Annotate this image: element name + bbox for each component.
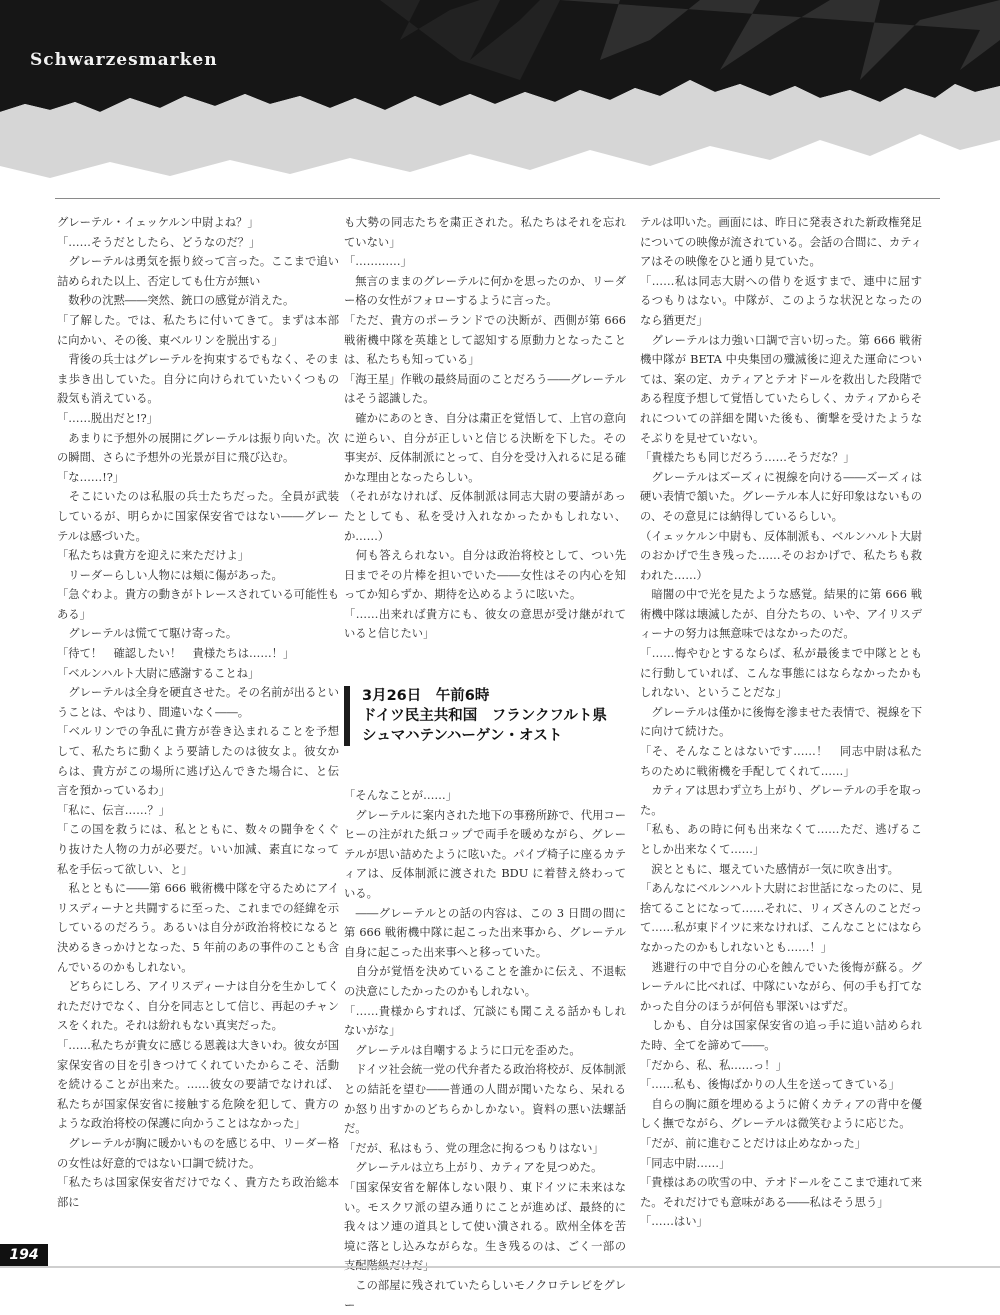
- scene-heading: [344, 686, 626, 746]
- column-2-text-lower: [344, 786, 626, 1315]
- text-column-1: [57, 213, 339, 1212]
- paragraph: 「海王星」作戦の最終局面のことだろう――グレーテルはそう認識した。: [344, 372, 626, 406]
- paragraph: 「私も、あの時に何も出来なくて……ただ、逃げることしか出来なくて……」: [640, 823, 922, 856]
- paragraph: 暗闇の中で光を見たような感覚。結果的に第 666 戦術機中隊は壊滅したが、自分たちの、いや、アイリスディーナの努力は無意味ではなかったのだ。: [640, 588, 922, 641]
- paragraph: ――グレーテルとの話の内容は、この 3 日間の間に第 666 戦術機中隊に起こった出来事から、グレーテル自身に起こった出来事へと移っていた。: [344, 906, 626, 959]
- scene-heading-place: ドイツ民主共和国 フランクフルト県: [362, 708, 607, 725]
- paragraph: グレーテルが胸に暖かいものを感じる中、リーダー格の女性は好意的ではない口調で続けた。: [57, 1136, 339, 1170]
- paragraph: 「国家保安省を解体しない限り、東ドイツに未来はない。モスクワ派の望み通りにことが進めば、最終的に我々はソ連の道具として使い潰される。欧州全体を苦境に落とし込みながらな。生き残るのは、ごく一部の: [344, 1180, 626, 1253]
- paragraph: 確かにあのとき、自分は粛正を覚悟して、上官の意向に逆らい、自分が正しいと信じる決断を下した。その事実が、反体制派にとって、自分を受け入れるに足る確かな理由となったらしい。: [344, 411, 626, 484]
- paragraph: も大勢の同志たちを粛正された。私たちはそれを忘れていない」: [344, 216, 626, 249]
- paragraph: この部屋に残されていたらしいモノクロテレビをグレー: [344, 1278, 626, 1312]
- paragraph: ドイツ社会統一党の代弁者たる政治将校が、反体制派との結託を望む――普通の人間が聞いたなら、呆れるか怒り出すかのどちらかしかない。資料の悪い法螺話だ。: [344, 1063, 626, 1136]
- paragraph: 「貴様たちも同じだろう……そうだな？」: [640, 451, 855, 465]
- paragraph: グレーテルは勇気を振り絞って言った。ここまで追い詰められた以上、否定しても仕方が無い: [57, 255, 339, 288]
- page-number: 194: [0, 1244, 48, 1266]
- paragraph: グレーテルはズーズィに視線を向ける――ズーズィは硬い表情で頷いた。グレーテル本人に好印象はないものの、その意見には納得しているらしい。: [640, 470, 922, 523]
- paragraph: 背後の兵士はグレーテルを拘束するでもなく、そのまま歩き出していた。自分に向けられていたいくつもの殺気も消えている。: [57, 353, 339, 406]
- paragraph: 「この国を救うには、私とともに、数々の闘争をくぐり抜けた人物の力が必要だ。いい加減、素直になって私を手伝って欲しい、と」: [57, 823, 339, 876]
- paragraph: 数秒の沈黙――突然、銃口の感覚が消えた。: [57, 294, 295, 308]
- paragraph: 「……悔やむとするならば、私が最後まで中隊とともに行動していれば、こんな事態にはならなかったかもしれない、ということだな」: [640, 647, 922, 700]
- paragraph: 「私に、伝言……？」: [57, 803, 170, 817]
- paragraph: 「待て！ 確認したい！ 貴様たちは……！」: [57, 647, 295, 661]
- header-banner: [0, 0, 1000, 230]
- paragraph: グレーテル・イェッケルン中尉よね？」: [57, 216, 259, 229]
- scene-heading-location: シュマハテンハーゲン・オスト: [362, 728, 563, 745]
- paragraph: 「了解した。では、私たちに付いてきて。まずは本部に向かい、その後、東ベルリンを脱出する」: [57, 313, 339, 347]
- paragraph: テルは叩いた。画面には、昨日に発表された新政権発足についての映像が流されている。会話の合間に、カティアはその映像をひと通り見ていた。: [640, 216, 922, 269]
- paragraph: （それがなければ、反体制派は同志大尉の要請があったとしても、私を受け入れなかったかもしれない、か……）: [344, 490, 626, 543]
- paragraph: 「だが、私はもう、党の理念に拘るつもりはない」: [344, 1141, 604, 1155]
- torn-banner-graphic: [0, 0, 1000, 230]
- text-column-2: [344, 213, 626, 1315]
- scene-heading-date: 3月26日 午前6時: [362, 688, 490, 705]
- paragraph: 「そ、そんなことはないです……！ 同志中尉は私たちのために戦術機を手配してくれて……」: [640, 745, 922, 778]
- paragraph: 「だから、私、私……っ！」: [640, 1058, 787, 1072]
- paragraph: グレーテルに案内された地下の事務所跡で、代用コーヒーの注がれた紙コップで両手を暖めながら、グレーテルが思い詰めたように呟いた。パイプ椅子に座るカティアは、反体制派に渡された BDU に着替え終わっている。: [344, 808, 626, 901]
- paragraph: そこにいたのは私服の兵士たちだった。全員が武装しているが、明らかに国家保安省ではない――グレーテルは感づいた。: [57, 490, 339, 543]
- paragraph: 「…………」: [344, 255, 412, 269]
- paragraph: 自らの胸に顔を埋めるように俯くカティアの背中を優しく撫でながら、グレーテルは微笑むように応じた。: [640, 1097, 922, 1131]
- paragraph: 「な……!?」: [57, 470, 125, 484]
- paragraph: 「そんなことが……」: [344, 789, 457, 803]
- paragraph: 「……私たちが貴女に感じる恩義は大きいわ。彼女が国家保安省の目を引きつけてくれていたからこそ、活動を続けることが出来た。……彼女の要請でなければ、私たちが国家保安省に接触する危険を犯して、貴方のような政治将校の保護に向かうことはなかった」: [57, 1038, 339, 1131]
- paragraph: リーダーらしい人物には頬に傷があった。: [57, 568, 283, 582]
- paragraph: 「あんなにベルンハルト大尉にお世話になったのに、見捨てることになって……それに、リィズさんのことだって……私が東ドイツに来なければ、こんなことにはならなかったのかもしれないとも……！」: [640, 882, 922, 954]
- paragraph: グレーテルは立ち上がり、カティアを見つめた。: [344, 1161, 603, 1175]
- paragraph: 逃避行の中で自分の心を蝕んでいた後悔が蘇る。グレーテルに比べれば、中隊にいながら、何の手も打てなかった自分のほうが何倍も罪深いはずだ。: [640, 960, 922, 1013]
- paragraph: しかも、自分は国家保安省の追っ手に追い詰められた時、全てを諦めて――。: [640, 1019, 922, 1052]
- paragraph: グレーテルは自嘲するように口元を歪めた。: [344, 1043, 581, 1057]
- text-column-3: [640, 213, 922, 1232]
- paragraph: 「ただ、貴方のポーランドでの決断が、西側が第 666 戦術機中隊を英雄として認知する原動力となったことは、私たちも知っている」: [344, 313, 626, 367]
- paragraph: 「……そうだとしたら、どうなのだ？」: [57, 235, 261, 249]
- paragraph: 「ベルリンでの争乱に貴方が巻き込まれることを予想して、私たちに動くよう要請したのは彼女よ。彼女からは、貴方がこの場所に逃げ込んできた場合に、と伝言を預かっているわ」: [57, 725, 339, 798]
- paragraph: 「だが、前に進むことだけは止めなかった」: [640, 1136, 866, 1150]
- paragraph: グレーテルは力強い口調で言い切った。第 666 戦術機中隊が BETA 中央集団の殲滅後に迎えた運命については、案の定、カティアとテオドールを救出した段階である程度予想して覚悟していたらしく、カティアからそれについての詳細を聞いた後も、衝撃を受けたようなそぶりを見せていない。: [640, 333, 922, 445]
- column-2-text-upper: [344, 213, 626, 644]
- brand-logo-text: Schwarzesmarken: [30, 50, 218, 70]
- paragraph: 「私たちは貴方を迎えに来ただけよ」: [57, 549, 250, 563]
- paragraph: 「同志中尉……」: [640, 1156, 731, 1170]
- paragraph: 何も答えられない。自分は政治将校として、つい先日までその片棒を担いでいた――女性はその内心を知ってか知らずか、期待を込めるように呟いた。: [344, 549, 626, 602]
- paragraph: 「貴様はあの吹雪の中、テオドールをここまで連れて来た。それだけでも意味がある――私はそう思う」: [640, 1176, 922, 1209]
- paragraph: 「……私は同志大尉への借りを返すまで、連中に屈するつもりはない。中隊が、このような状況となったのなら猶更だ」: [640, 274, 922, 327]
- paragraph: どちらにしろ、アイリスディーナは自分を生かしてくれただけでなく、自分を同志として信じ、再起のチャンスをくれた。それは紛れもない真実だった。: [57, 980, 339, 1033]
- paragraph: 「急ぐわよ。貴方の動きがトレースされている可能性もある」: [57, 588, 339, 621]
- paragraph: カティアは思わず立ち上がり、グレーテルの手を取った。: [640, 784, 922, 817]
- paragraph: 「……出来れば貴方にも、彼女の意思が受け継がれていると信じたい」: [344, 607, 626, 641]
- paragraph: 無言のままのグレーテルに何かを思ったのか、リーダー格の女性がフォローするように言った。: [344, 274, 626, 308]
- paragraph: （イェッケルン中尉も、反体制派も、ベルンハルト大尉のおかげで生き残った……そのおかげで、私たちも救われた……）: [640, 529, 922, 582]
- header-rule: [55, 198, 940, 199]
- paragraph: 「……脱出だと!?」: [57, 411, 158, 425]
- paragraph: あまりに予想外の展開にグレーテルは振り向いた。次の瞬間、さらに予想外の光景が目に飛び込む。: [57, 431, 339, 465]
- paragraph: グレーテルは慌てて駆け寄った。: [57, 627, 238, 641]
- paragraph: 「……はい」: [640, 1215, 708, 1229]
- paragraph: 「……私も、後悔ばかりの人生を送ってきている」: [640, 1078, 900, 1092]
- paragraph: 私とともに――第 666 戦術機中隊を守るためにアイリスディーナと共闘するに至った、これまでの経緯を示しているのだろう。あるいは自分が政治将校になると決めるきっかけとなった、5 年前のあの事件のことも含んでいるのかもしれない。: [57, 882, 339, 974]
- paragraph: グレーテルは全身を硬直させた。その名前が出るということは、やはり、間違いなく――。: [57, 686, 339, 719]
- paragraph: 涙とともに、堰えていた感情が一気に吹き出す。: [640, 862, 899, 876]
- paragraph: 「……貴様からすれば、冗談にも聞こえる話かもしれないがな」: [344, 1004, 626, 1038]
- paragraph: グレーテルは僅かに後悔を滲ませた表情で、視線を下に向けて続けた。: [640, 705, 922, 739]
- paragraph: 「私たちは国家保安省だけでなく、貴方たち政治総本部に: [57, 1176, 339, 1209]
- paragraph: 「ベルンハルト大尉に感謝することね」: [57, 666, 260, 680]
- paragraph: 自分が覚悟を決めていることを誰かに伝え、不退転の決意にしたかったのかもしれない。: [344, 965, 626, 998]
